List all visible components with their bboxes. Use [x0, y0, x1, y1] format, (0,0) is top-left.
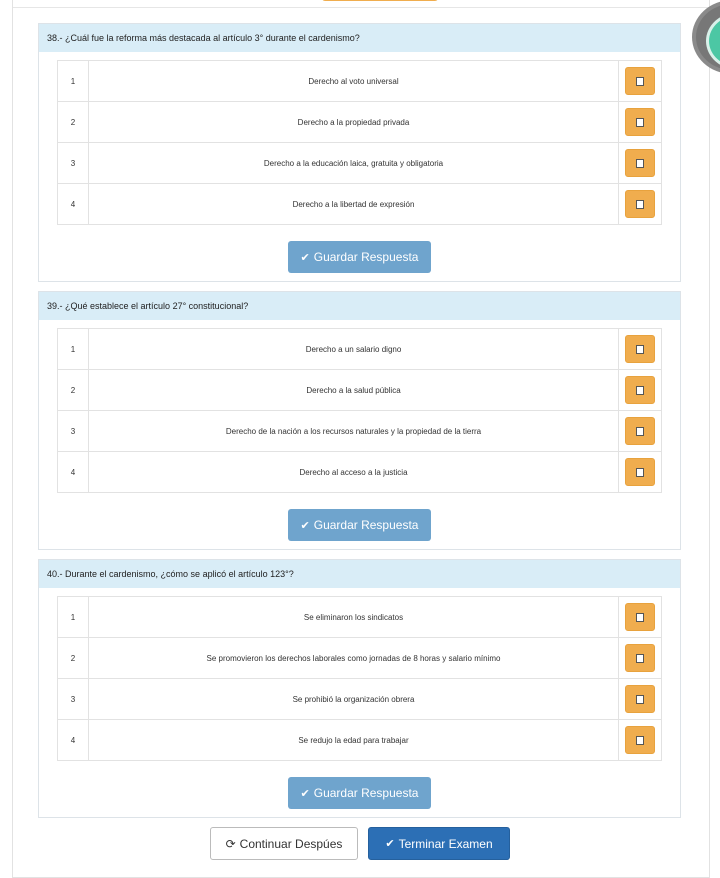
- select-option-button[interactable]: [625, 335, 655, 363]
- check-icon: ✔: [300, 787, 310, 800]
- select-option-button[interactable]: [625, 149, 655, 177]
- previous-button-edge[interactable]: [322, 0, 438, 1]
- select-option-button[interactable]: [625, 190, 655, 218]
- save-answer-button[interactable]: [288, 777, 432, 809]
- question-card: [38, 559, 681, 818]
- save-answer-label: Guardar Respuesta: [313, 518, 419, 532]
- checkbox-icon: [636, 200, 644, 209]
- checkbox-icon: [636, 468, 644, 477]
- option-number: 3: [58, 411, 89, 451]
- option-number: 3: [58, 679, 89, 719]
- option-row: [58, 183, 661, 224]
- question-title: 38.- ¿Cuál fue la reforma más destacada al artículo 3° durante el cardenismo?: [39, 24, 680, 52]
- finish-exam-label: Terminar Examen: [398, 836, 493, 851]
- option-text: Se prohibió la organización obrera: [89, 679, 619, 719]
- save-answer-label: Guardar Respuesta: [313, 250, 419, 264]
- select-option-button[interactable]: [625, 685, 655, 713]
- option-number: 1: [58, 329, 89, 369]
- option-text: Derecho a la propiedad privada: [89, 102, 619, 142]
- option-number: 4: [58, 184, 89, 224]
- option-text: Se promovieron los derechos laborales como jornadas de 8 horas y salario mínimo: [89, 638, 619, 678]
- save-answer-button[interactable]: [288, 509, 432, 541]
- option-row: [58, 719, 661, 760]
- option-text: Derecho a un salario digno: [89, 329, 619, 369]
- options-table: [57, 60, 662, 225]
- select-option-button[interactable]: [625, 726, 655, 754]
- checkbox-icon: [636, 736, 644, 745]
- option-row: [58, 597, 661, 637]
- option-row: [58, 142, 661, 183]
- option-number: 4: [58, 720, 89, 760]
- option-text: Derecho a la salud pública: [89, 370, 619, 410]
- option-text: Derecho a la libertad de expresión: [89, 184, 619, 224]
- option-text: Se redujo la edad para trabajar: [89, 720, 619, 760]
- checkbox-icon: [636, 118, 644, 127]
- question-title: 39.- ¿Qué establece el artículo 27° constitucional?: [39, 292, 680, 320]
- checkbox-icon: [636, 613, 644, 622]
- option-text: Derecho al voto universal: [89, 61, 619, 101]
- checkbox-icon: [636, 695, 644, 704]
- option-row: [58, 451, 661, 492]
- option-text: Derecho a la educación laica, gratuita y obligatoria: [89, 143, 619, 183]
- continue-later-label: Continuar Despúes: [239, 836, 343, 851]
- checkbox-icon: [636, 654, 644, 663]
- options-table: [57, 328, 662, 493]
- option-row: [58, 410, 661, 451]
- select-option-button[interactable]: [625, 644, 655, 672]
- option-row: [58, 329, 661, 369]
- continue-later-button[interactable]: [210, 827, 358, 860]
- option-text: Derecho de la nación a los recursos naturales y la propiedad de la tierra: [89, 411, 619, 451]
- check-icon: ✔: [300, 519, 310, 532]
- refresh-icon: ⟳: [225, 836, 236, 851]
- option-row: [58, 61, 661, 101]
- select-option-button[interactable]: [625, 67, 655, 95]
- option-text: Se eliminaron los sindicatos: [89, 597, 619, 637]
- question-card: [38, 23, 681, 282]
- checkbox-icon: [636, 427, 644, 436]
- check-icon: ✔: [385, 838, 395, 850]
- option-number: 2: [58, 102, 89, 142]
- select-option-button[interactable]: [625, 376, 655, 404]
- select-option-button[interactable]: [625, 417, 655, 445]
- checkbox-icon: [636, 77, 644, 86]
- checkbox-icon: [636, 159, 644, 168]
- save-answer-button[interactable]: [288, 241, 432, 273]
- select-option-button[interactable]: [625, 108, 655, 136]
- option-row: [58, 678, 661, 719]
- option-number: 1: [58, 597, 89, 637]
- select-option-button[interactable]: [625, 458, 655, 486]
- question-card: [38, 291, 681, 550]
- checkbox-icon: [636, 386, 644, 395]
- option-text: Derecho al acceso a la justicia: [89, 452, 619, 492]
- select-option-button[interactable]: [625, 603, 655, 631]
- option-number: 2: [58, 370, 89, 410]
- option-row: [58, 637, 661, 678]
- check-icon: ✔: [300, 251, 310, 264]
- option-number: 1: [58, 61, 89, 101]
- top-divider: [13, 7, 709, 8]
- option-number: 4: [58, 452, 89, 492]
- option-row: [58, 101, 661, 142]
- option-number: 2: [58, 638, 89, 678]
- option-number: 3: [58, 143, 89, 183]
- save-answer-label: Guardar Respuesta: [313, 786, 419, 800]
- question-title: 40.- Durante el cardenismo, ¿cómo se aplicó el artículo 123°?: [39, 560, 680, 588]
- options-table: [57, 596, 662, 761]
- option-row: [58, 369, 661, 410]
- finish-exam-button[interactable]: [368, 827, 510, 860]
- checkbox-icon: [636, 345, 644, 354]
